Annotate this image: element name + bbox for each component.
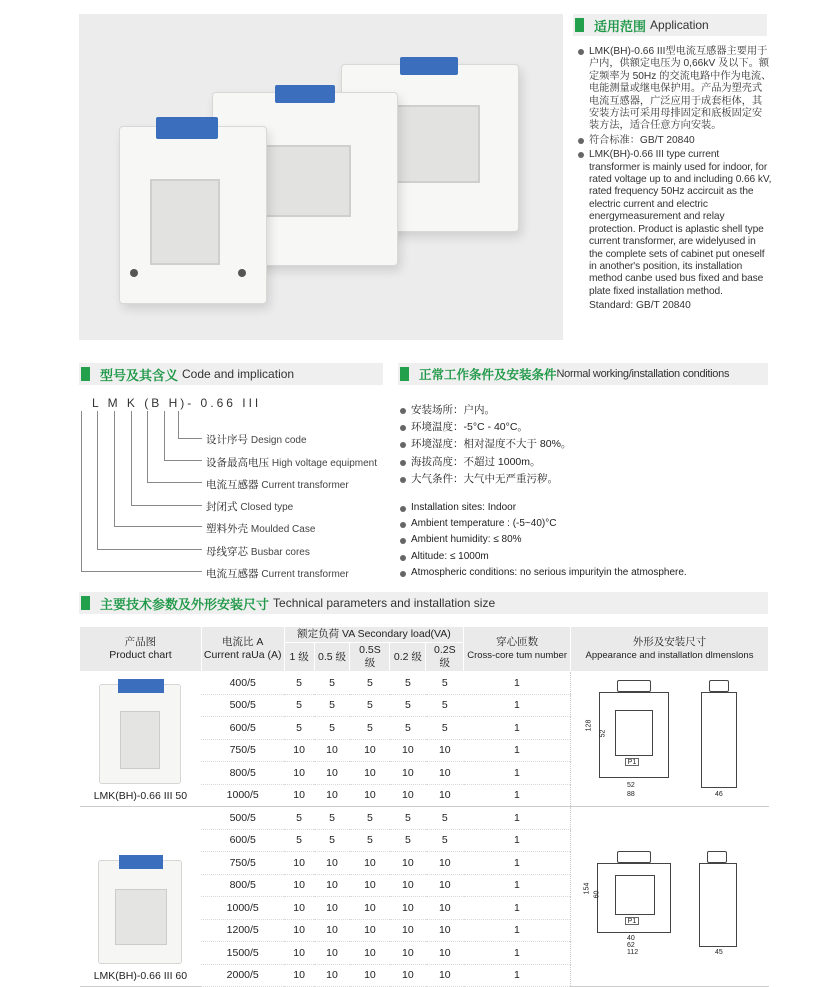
product-cell-50: LMK(BH)-0.66 III 50 bbox=[80, 672, 202, 807]
col-ratio: 电流比 A Current raUa (A) bbox=[201, 627, 284, 672]
table-header-cell: 0.5 级 bbox=[314, 643, 350, 672]
table-cell: 600/5 bbox=[201, 829, 284, 852]
table-cell: 5 bbox=[390, 694, 426, 717]
code-label-6: 母线穿芯 Busbar cores bbox=[206, 546, 310, 558]
table-cell: 10 bbox=[314, 897, 350, 920]
tech-heading: 主要技术参数及外形安装尺寸 Technical parameters and installation size bbox=[79, 592, 768, 614]
table-cell: 10 bbox=[284, 784, 314, 807]
product-cell-60: LMK(BH)-0.66 III 60 bbox=[80, 807, 202, 987]
table-cell: 5 bbox=[284, 694, 314, 717]
table-cell: 5 bbox=[314, 717, 350, 740]
table-cell: 10 bbox=[314, 919, 350, 942]
code-label-7: 电流互感器 Current transformer bbox=[206, 568, 349, 580]
table-cell: 10 bbox=[350, 784, 390, 807]
table-cell: 1 bbox=[464, 964, 571, 987]
table-cell: 5 bbox=[284, 807, 314, 830]
table-cell: 5 bbox=[284, 672, 314, 695]
col-dims: 外形及安装尺寸 Appearance and installatlon dlmenslons bbox=[570, 627, 768, 672]
table-cell: 5 bbox=[390, 672, 426, 695]
table-row bbox=[80, 672, 769, 695]
table-cell: 500/5 bbox=[201, 694, 284, 717]
table-cell: 10 bbox=[314, 964, 350, 987]
application-text bbox=[578, 46, 772, 313]
table-cell: 10 bbox=[284, 874, 314, 897]
table-cell: 10 bbox=[426, 852, 464, 875]
table-cell: 10 bbox=[314, 739, 350, 762]
conditions-list-zh: 安装场所：户内。 环境温度：-5°C - 40°C。 环境湿度：相对湿度不大于 80%。 海拔高度：不超过 1000m。 大气条件：大气中无严重污秽。 bbox=[400, 402, 571, 488]
code-label-2: 设备最高电压 High voltage equipment bbox=[206, 457, 377, 469]
table-cell: 10 bbox=[426, 874, 464, 897]
table-cell: 10 bbox=[426, 919, 464, 942]
table-cell: 1 bbox=[464, 672, 571, 695]
table-cell: 5 bbox=[284, 829, 314, 852]
col-load: 额定负荷 VA Secondary load(VA) bbox=[284, 627, 464, 643]
table-cell: 5 bbox=[390, 807, 426, 830]
table-cell: 10 bbox=[314, 784, 350, 807]
table-cell: 1 bbox=[464, 784, 571, 807]
table-cell: 10 bbox=[314, 762, 350, 785]
table-cell: 10 bbox=[426, 739, 464, 762]
table-cell: 5 bbox=[314, 694, 350, 717]
table-cell: 1000/5 bbox=[201, 897, 284, 920]
table-cell: 10 bbox=[314, 942, 350, 965]
application-para-zh: LMK(BH)-0.66 III型电流互感器主要用于户内，供额定电压为 0,66kV 及以下。额定频率为 50Hz 的交流电路中作为电流、电能测量或继电保护用。产品为塑壳式电流互感器，广泛应用于成套柜体，其安装方法可采用母排固定和底板固定安装方法，适合任意方向安装。 bbox=[578, 46, 772, 133]
table-cell: 10 bbox=[284, 919, 314, 942]
table-cell: 5 bbox=[350, 694, 390, 717]
dimension-drawing-60: P1 154 60 40 62 112 45 bbox=[570, 807, 768, 987]
table-header-cell: 0.2 级 bbox=[390, 643, 426, 672]
transformer-image-front bbox=[119, 126, 267, 304]
product-photo bbox=[79, 14, 563, 340]
table-cell: 10 bbox=[284, 942, 314, 965]
table-cell: 5 bbox=[390, 717, 426, 740]
table-cell: 5 bbox=[426, 694, 464, 717]
table-cell: 5 bbox=[390, 829, 426, 852]
table-cell: 1000/5 bbox=[201, 784, 284, 807]
table-cell: 5 bbox=[426, 717, 464, 740]
table-cell: 1 bbox=[464, 919, 571, 942]
table-cell: 1200/5 bbox=[201, 919, 284, 942]
table-cell: 10 bbox=[284, 852, 314, 875]
table-cell: 10 bbox=[284, 897, 314, 920]
table-cell: 5 bbox=[426, 829, 464, 852]
application-para-en: LMK(BH)-0.66 III type current transformer is mainly used for indoor, for rated voltage up to and including 0.66 kV, rated frequency 50Hz accircuit as the electric current and electric energymeasurement and relay protection. Product is aplastic shell type current transformer, are widelyused in the complete sets of cabinet put oneself in another's position, its installation method canbe used bus fixed and base plate fixed installation method. bbox=[578, 149, 772, 298]
table-cell: 10 bbox=[390, 874, 426, 897]
table-cell: 800/5 bbox=[201, 874, 284, 897]
table-cell: 10 bbox=[390, 852, 426, 875]
table-cell: 5 bbox=[314, 672, 350, 695]
table-cell: 10 bbox=[350, 942, 390, 965]
table-header-cell: 0.5S 级 bbox=[350, 643, 390, 672]
application-std-en: Standard: GB/T 20840 bbox=[589, 300, 691, 312]
table-cell: 10 bbox=[284, 964, 314, 987]
table-cell: 2000/5 bbox=[201, 964, 284, 987]
table-cell: 10 bbox=[426, 762, 464, 785]
table-header-cell: 0.2S 级 bbox=[426, 643, 464, 672]
table-cell: 1 bbox=[464, 942, 571, 965]
conditions-heading: 正常工作条件及安装条件 Normal working/installation conditions bbox=[398, 363, 768, 385]
table-cell: 10 bbox=[426, 784, 464, 807]
model-code: L M K (B H)- 0.66 III bbox=[92, 396, 262, 410]
table-cell: 10 bbox=[426, 964, 464, 987]
table-cell: 1 bbox=[464, 874, 571, 897]
table-cell: 10 bbox=[390, 784, 426, 807]
table-cell: 10 bbox=[284, 739, 314, 762]
conditions-list-en: Installation sites: Indoor Ambient temperature : (-5~40)°C Ambient humidity: ≤ 80% Altitude: ≤ 1000m Atmospheric conditions: no serious impurityin the atmosphere. bbox=[400, 500, 687, 581]
table-cell: 5 bbox=[314, 829, 350, 852]
tech-table bbox=[79, 626, 769, 987]
col-turns: 穿心匝数 Cross-core tum number bbox=[464, 627, 571, 672]
table-cell: 400/5 bbox=[201, 672, 284, 695]
code-heading: 型号及其含义 Code and implication bbox=[79, 363, 383, 385]
table-cell: 10 bbox=[426, 942, 464, 965]
table-cell: 800/5 bbox=[201, 762, 284, 785]
table-cell: 10 bbox=[314, 852, 350, 875]
table-cell: 10 bbox=[284, 762, 314, 785]
table-cell: 5 bbox=[350, 672, 390, 695]
table-cell: 600/5 bbox=[201, 717, 284, 740]
code-label-5: 塑料外壳 Moulded Case bbox=[206, 523, 316, 535]
dimension-drawing-50: P1 128 52 52 88 46 bbox=[570, 672, 768, 807]
table-cell: 5 bbox=[426, 672, 464, 695]
table-cell: 750/5 bbox=[201, 852, 284, 875]
table-cell: 10 bbox=[350, 874, 390, 897]
table-cell: 10 bbox=[350, 739, 390, 762]
table-cell: 10 bbox=[390, 919, 426, 942]
table-cell: 1 bbox=[464, 762, 571, 785]
table-cell: 1500/5 bbox=[201, 942, 284, 965]
table-cell: 5 bbox=[426, 807, 464, 830]
table-cell: 1 bbox=[464, 852, 571, 875]
table-cell: 5 bbox=[284, 717, 314, 740]
table-cell: 500/5 bbox=[201, 807, 284, 830]
code-label-3: 电流互感器 Current transformer bbox=[206, 479, 349, 491]
table-cell: 5 bbox=[314, 807, 350, 830]
table-cell: 750/5 bbox=[201, 739, 284, 762]
product-image-50 bbox=[99, 684, 181, 784]
application-std-zh: 符合标准：GB/T 20840 bbox=[578, 135, 772, 147]
table-cell: 10 bbox=[390, 739, 426, 762]
table-cell: 10 bbox=[350, 919, 390, 942]
table-cell: 5 bbox=[350, 717, 390, 740]
table-cell: 10 bbox=[426, 897, 464, 920]
table-cell: 5 bbox=[350, 829, 390, 852]
table-cell: 1 bbox=[464, 829, 571, 852]
table-cell: 1 bbox=[464, 807, 571, 830]
table-cell: 10 bbox=[390, 897, 426, 920]
application-heading: 适用范围 Application bbox=[573, 14, 767, 36]
table-cell: 10 bbox=[390, 942, 426, 965]
code-label-1: 设计序号 Design code bbox=[206, 434, 307, 446]
table-cell: 1 bbox=[464, 717, 571, 740]
table-cell: 10 bbox=[350, 897, 390, 920]
table-cell: 10 bbox=[390, 964, 426, 987]
product-image-60 bbox=[98, 860, 182, 964]
table-cell: 10 bbox=[350, 852, 390, 875]
table-cell: 10 bbox=[390, 762, 426, 785]
table-row bbox=[80, 807, 769, 830]
table-cell: 5 bbox=[350, 807, 390, 830]
table-cell: 10 bbox=[350, 762, 390, 785]
table-cell: 1 bbox=[464, 694, 571, 717]
table-cell: 10 bbox=[314, 874, 350, 897]
table-cell: 10 bbox=[350, 964, 390, 987]
table-cell: 1 bbox=[464, 739, 571, 762]
table-cell: 1 bbox=[464, 897, 571, 920]
table-header-cell: 1 级 bbox=[284, 643, 314, 672]
code-label-4: 封闭式 Closed type bbox=[206, 501, 294, 513]
col-product: 产品图 Product chart bbox=[80, 627, 202, 672]
